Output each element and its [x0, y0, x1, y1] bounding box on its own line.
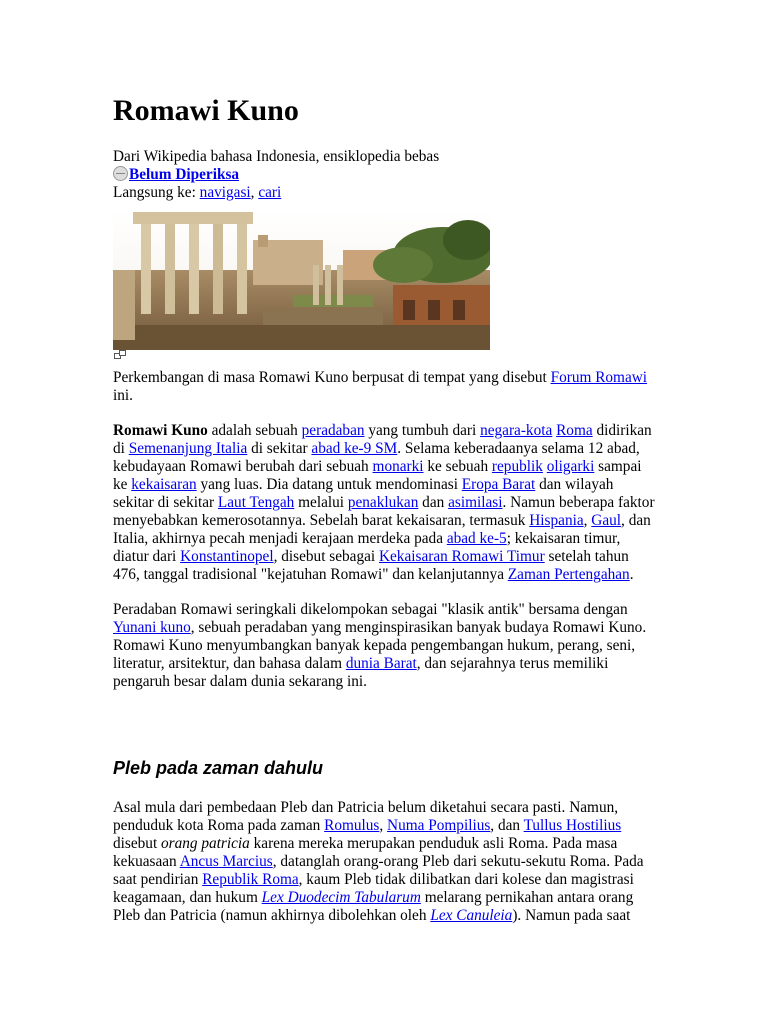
- article-link[interactable]: Tullus Hostilius: [523, 817, 622, 834]
- text-run: ). Namun pada saat: [512, 907, 631, 924]
- text-run: sampai ke: [113, 458, 642, 493]
- text-run: , datanglah orang-orang Pleb dari sekutu-sekutu Roma. Pada saat pendirian: [113, 853, 644, 888]
- article-link[interactable]: Laut Tengah: [217, 494, 295, 511]
- page-title: Romawi Kuno: [113, 94, 299, 127]
- text-run: , dan Italia, akhirnya pecah menjadi kerajaan merdeka pada: [113, 512, 651, 547]
- article-link[interactable]: abad ke-9 SM: [311, 440, 398, 457]
- text-run: karena mereka merupakan penduduk asli Roma. Pada masa kekuasaan: [113, 835, 618, 870]
- article-link[interactable]: Romulus: [324, 817, 380, 834]
- article-link[interactable]: Yunani kuno: [113, 619, 191, 636]
- text-run: , dan: [490, 817, 524, 834]
- text-run: yang tumbuh dari: [364, 422, 481, 439]
- review-status-icon: [113, 166, 128, 181]
- text-run: disebut: [113, 835, 162, 852]
- forum-romawi-link[interactable]: Forum Romawi: [550, 369, 648, 386]
- italic-term: orang patricia: [161, 835, 250, 852]
- text-run: . Namun beberapa faktor menyebabkan kemerosotannya. Sebelah barat kekaisaran, termasuk: [113, 494, 655, 529]
- text-run: Asal mula dari pembedaan Pleb dan Patricia belum diketahui secara pasti. Namun, penduduk kota Roma pada zaman: [113, 799, 619, 834]
- jump-search-link[interactable]: cari: [258, 184, 282, 201]
- article-link[interactable]: kekaisaran: [131, 476, 197, 493]
- text-run: Peradaban Romawi seringkali dikelompokan sebagai "klasik antik" bersama dengan: [113, 601, 628, 618]
- article-link[interactable]: republik: [491, 458, 543, 475]
- article-link[interactable]: negara-kota: [480, 422, 553, 439]
- review-status-link[interactable]: Belum Diperiksa: [129, 166, 240, 183]
- text-run: dan: [418, 494, 449, 511]
- text-run: didirikan di: [113, 422, 652, 457]
- text-run: , disebut sebagai: [273, 548, 379, 565]
- text-run: yang luas. Dia datang untuk mendominasi: [196, 476, 462, 493]
- article-link[interactable]: Zaman Pertengahan: [507, 566, 630, 583]
- article-link[interactable]: Kekaisaran Romawi Timur: [378, 548, 545, 565]
- article-link[interactable]: Lex Duodecim Tabularum: [261, 889, 421, 906]
- article-link[interactable]: Konstantinopel: [180, 548, 274, 565]
- text-run: ke sebuah: [423, 458, 492, 475]
- text-run: dan wilayah sekitar di sekitar: [113, 476, 614, 511]
- article-link[interactable]: Numa Pompilius: [387, 817, 491, 834]
- article-link[interactable]: Eropa Barat: [461, 476, 536, 493]
- article-link[interactable]: oligarki: [546, 458, 595, 475]
- enlarge-icon[interactable]: [114, 350, 126, 359]
- article-link[interactable]: peradaban: [301, 422, 365, 439]
- site-subtitle: Dari Wikipedia bahasa Indonesia, ensiklopedia bebas: [113, 148, 440, 165]
- text-run: ,: [583, 512, 592, 529]
- text-run: , dan sejarahnya terus memiliki pengaruh besar dalam dunia sekarang ini.: [113, 655, 609, 690]
- text-run: ,: [379, 817, 388, 834]
- text-run: setelah tahun 476, tanggal tradisional "kejatuhan Romawi" dan kelanjutannya: [113, 548, 629, 583]
- article-link[interactable]: Semenanjung Italia: [128, 440, 248, 457]
- classical-paragraph: [113, 601, 658, 691]
- text-run: melalui: [294, 494, 348, 511]
- review-status: [113, 166, 239, 184]
- article-link[interactable]: penaklukan: [347, 494, 419, 511]
- intro-paragraph: [113, 422, 658, 584]
- section-heading: Pleb pada zaman dahulu: [113, 758, 324, 778]
- text-run: . Selama keberadaanya selama 12 abad, kebudayaan Romawi berubah dari sebuah: [113, 440, 640, 475]
- article-link[interactable]: Ancus Marcius: [179, 853, 273, 870]
- bold-term: Romawi Kuno: [113, 422, 208, 439]
- text-run: melarang pernikahan antara orang Pleb dan Patricia (namun akhirnya dibolehkan oleh: [113, 889, 634, 924]
- article-link[interactable]: abad ke-5: [446, 530, 507, 547]
- text-run: adalah sebuah: [207, 422, 302, 439]
- article-link[interactable]: Lex Canuleia: [430, 907, 513, 924]
- text-run: , sebuah peradaban yang menginspirasikan banyak budaya Romawi Kuno. Romawi Kuno menyumbangkan banyak kepada pengembangan hukum, perang, seni, literatur, arsitektur, dan bahasa dalam: [113, 619, 647, 672]
- article-link[interactable]: Gaul: [591, 512, 622, 529]
- article-link[interactable]: Republik Roma: [202, 871, 299, 888]
- image-caption: Perkembangan di masa Romawi Kuno berpusat di tempat yang disebut Forum Romawi ini.: [113, 369, 648, 404]
- text-run: .: [629, 566, 634, 583]
- jump-to: Langsung ke: navigasi, cari: [113, 184, 282, 201]
- text-run: , kaum Pleb tidak dilibatkan dari kolese dan magistrasi keagamaan, dan hukum: [113, 871, 634, 906]
- article-link[interactable]: monarki: [372, 458, 424, 475]
- jump-nav-link[interactable]: navigasi: [199, 184, 251, 201]
- forum-romawi-photo[interactable]: [113, 210, 490, 350]
- text-run: di sekitar: [247, 440, 312, 457]
- article-link[interactable]: Roma: [556, 422, 593, 439]
- article-link[interactable]: dunia Barat: [345, 655, 417, 672]
- pleb-paragraph: [113, 799, 658, 925]
- article-link[interactable]: asimilasi: [448, 494, 503, 511]
- text-run: ; kekaisaran timur, diatur dari: [113, 530, 621, 565]
- article-link[interactable]: Hispania: [529, 512, 584, 529]
